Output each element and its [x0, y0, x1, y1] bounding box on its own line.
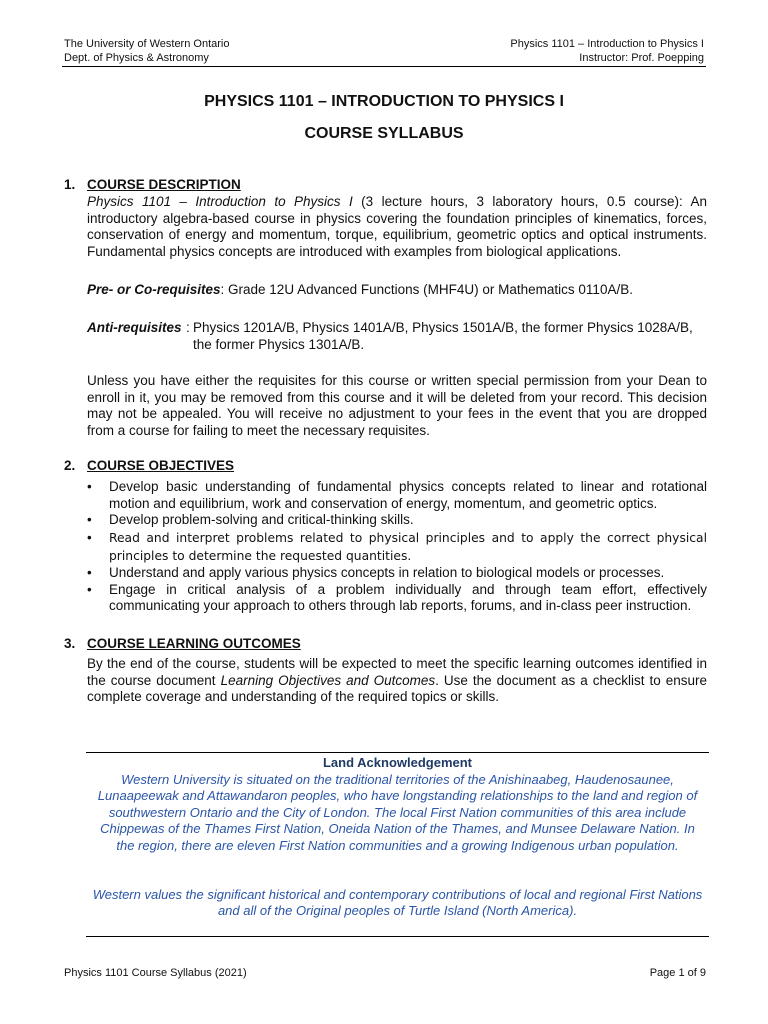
section-heading-learning-outcomes: [64, 636, 301, 651]
course-header: Physics 1101 – Introduction to Physics I: [510, 38, 704, 50]
acknowledgement-top-rule: [86, 752, 709, 753]
section-title: COURSE OBJECTIVES: [87, 458, 235, 473]
bullet-icon: •: [87, 512, 92, 527]
objective-text: Read and interpret problems related to physical principles and to apply the correct physical principles to determine the requested quantities.: [109, 530, 707, 563]
section-number: 2.: [64, 458, 76, 473]
department-name: Dept. of Physics & Astronomy: [64, 52, 209, 64]
prerequisites-text: : Grade 12U Advanced Functions (MHF4U) or Mathematics 0110A/B.: [220, 282, 633, 297]
learning-outcomes-text: [87, 656, 707, 706]
objective-text: Develop problem-solving and critical-thinking skills.: [109, 512, 414, 527]
section-title: COURSE LEARNING OUTCOMES: [87, 636, 301, 651]
objective-text: Engage in critical analysis of a problem individually and through team effort, effectively communicating your approach to others through lab reports, forums, and in-class peer instruction.: [109, 581, 707, 614]
requisites-notice: Unless you have either the requisites for this course or written special permission from your Dean to enroll in it, you may be removed from this course and it will be deleted from your record. This decision may not be appealed. You will receive no adjustment to your fees in the event that you are dropped from a course for failing to meet the necessary requisites.: [87, 373, 707, 438]
prerequisites: [87, 282, 707, 299]
outcomes-document-name: Learning Objectives and Outcomes: [220, 672, 436, 688]
page-title: PHYSICS 1101 – INTRODUCTION TO PHYSICS I: [204, 93, 564, 110]
bullet-icon: •: [87, 565, 92, 581]
instructor-header: Instructor: Prof. Poepping: [579, 52, 704, 64]
list-item: [87, 479, 707, 512]
header-left: [64, 37, 229, 65]
list-item: [87, 565, 707, 582]
acknowledgement-paragraph-1: Western University is situated on the traditional territories of the Anishinaabeg, Haudenosaunee, Lunaapeewak and Attawandaron peoples, who have longstanding relationships to the land and region of southwestern Ontario and the City of London. The local First Nation communities of this area include Chippewas of the Thames First Nation, Oneida Nation of the Thames, and Munsee Delaware Nation. In the region, there are eleven First Nation communities and a growing Indigenous urban population.: [97, 772, 698, 853]
list-item: [87, 512, 707, 529]
page-subtitle: COURSE SYLLABUS: [304, 125, 464, 142]
footer-title: Physics 1101 Course Syllabus (2021): [64, 967, 247, 979]
section-heading-course-description: [64, 177, 241, 192]
header-divider: [62, 66, 706, 67]
prerequisites-label: Pre- or Co-requisites: [87, 282, 221, 297]
section-number: 1.: [64, 177, 76, 192]
outcomes-text-after: . Use the document as a checklist to ensure complete coverage and understanding of the required topics or skills.: [87, 672, 708, 704]
university-name: The University of Western Ontario: [64, 38, 230, 50]
outcomes-text-before: By the end of the course, students will be expected to meet the specific learning outcomes identified in the course document: [87, 656, 707, 688]
antirequisites-text: Physics 1201A/B, Physics 1401A/B, Physics 1501A/B, the former Physics 1028A/B, the former Physics 1301A/B.: [193, 320, 693, 352]
course-description: [87, 194, 707, 260]
course-name: Physics 1101 – Introduction to Physics I: [87, 194, 353, 209]
bullet-icon: •: [87, 581, 92, 597]
section-title: COURSE DESCRIPTION: [87, 177, 241, 192]
section-number: 3.: [64, 636, 76, 651]
acknowledgement-title: Land Acknowledgement: [322, 755, 473, 770]
page-number: Page 1 of 9: [649, 967, 706, 979]
acknowledgement-paragraph-2: Western values the significant historical and contemporary contributions of local and regional First Nations and all of the Original peoples of Turtle Island (North America).: [92, 887, 703, 919]
objective-text: Understand and apply various physics concepts in relation to biological models or processes.: [109, 565, 665, 581]
objectives-list: [87, 479, 707, 615]
antirequisites-label: Anti-requisites: [87, 320, 182, 335]
bullet-icon: •: [87, 529, 92, 545]
list-item: [87, 529, 707, 566]
list-item: [87, 582, 707, 615]
bullet-icon: •: [87, 479, 92, 494]
objective-text: Develop basic understanding of fundamental physics concepts related to linear and rotational motion and equilibrium, work and conservation of energy, momentum, and geometric optics.: [109, 479, 707, 511]
course-description-text: (3 lecture hours, 3 laboratory hours, 0.5 course): An introductory algebra-based course in physics covering the foundation principles of kinematics, forces, conservation of energy and momentum, torque, equilibrium, geometric optics and optical instruments. Fundamental physics concepts are introduced with examples from biological applications.: [87, 194, 707, 259]
antirequisites-colon: :: [186, 320, 190, 335]
acknowledgement-bottom-rule: [86, 936, 709, 937]
section-heading-course-objectives: [64, 458, 234, 473]
header-right: [510, 37, 704, 65]
